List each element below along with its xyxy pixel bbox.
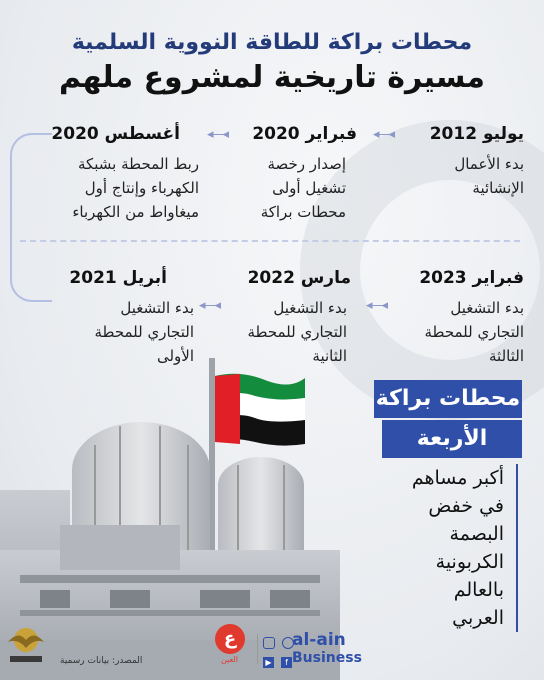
al-ain-logo-icon: ع	[215, 624, 245, 654]
source-note: المصدر: بيانات رسمية	[60, 656, 143, 666]
timeline-date-3: أغسطس 2020	[51, 124, 180, 144]
timeline-date-4: فبراير 2023	[419, 268, 524, 288]
facebook-icon: f	[281, 657, 292, 668]
page-title: محطات براكة للطاقة النووية السلمية	[71, 30, 473, 55]
sidebar-box-title-2: الأربعة	[382, 420, 522, 458]
forum-emblem-icon	[4, 622, 48, 666]
arrow-icon: ◂—◂	[366, 298, 387, 313]
social-icons-row2	[263, 650, 292, 669]
brand-arabic: العين	[221, 655, 239, 664]
timeline-date-2: فبراير 2020	[252, 124, 357, 144]
timeline-date-6: أبريل 2021	[69, 268, 167, 288]
page-subtitle: مسيرة تاريخية لمشروع ملهم	[58, 60, 486, 95]
divider-line	[20, 240, 520, 242]
timeline-desc-4: بدء التشغيل التجاري للمحطة الثالثة	[424, 299, 524, 365]
timeline-date-5: مارس 2022	[247, 268, 351, 288]
arrow-icon: ◂—◂	[207, 127, 228, 142]
youtube-icon: ▶	[263, 657, 274, 668]
timeline-date-1: يوليو 2012	[429, 124, 524, 144]
footer-divider	[257, 634, 258, 664]
arrow-icon: ◂—◂	[373, 127, 394, 142]
timeline-desc-1: بدء الأعمال الإنشائية	[454, 155, 524, 197]
uae-flag-icon	[215, 374, 305, 446]
brand-name: al-ain	[292, 630, 346, 650]
instagram-icon	[263, 637, 275, 649]
timeline-desc-5: بدء التشغيل التجاري للمحطة الثانية	[247, 299, 347, 365]
timeline-desc-2: إصدار رخصة تشغيل أولى محطات براكة	[260, 155, 346, 221]
timeline-connector	[10, 133, 52, 302]
brand-subname: Business	[292, 650, 362, 666]
timeline-desc-3: ربط المحطة بشبكة الكهرباء وإنتاج أول ميغاواط من الكهرباء	[72, 155, 199, 221]
barakah-plant-illustration	[0, 350, 340, 680]
timeline-desc-6: بدء التشغيل التجاري للمحطة الأولى	[94, 299, 194, 365]
sidebar-box-title-1: محطات براكة	[374, 380, 522, 418]
arrow-icon: ◂—◂	[199, 298, 220, 313]
sidebar-description: أكبر مساهم في خفض البصمة الكربونية بالعالم العربي	[364, 464, 518, 632]
